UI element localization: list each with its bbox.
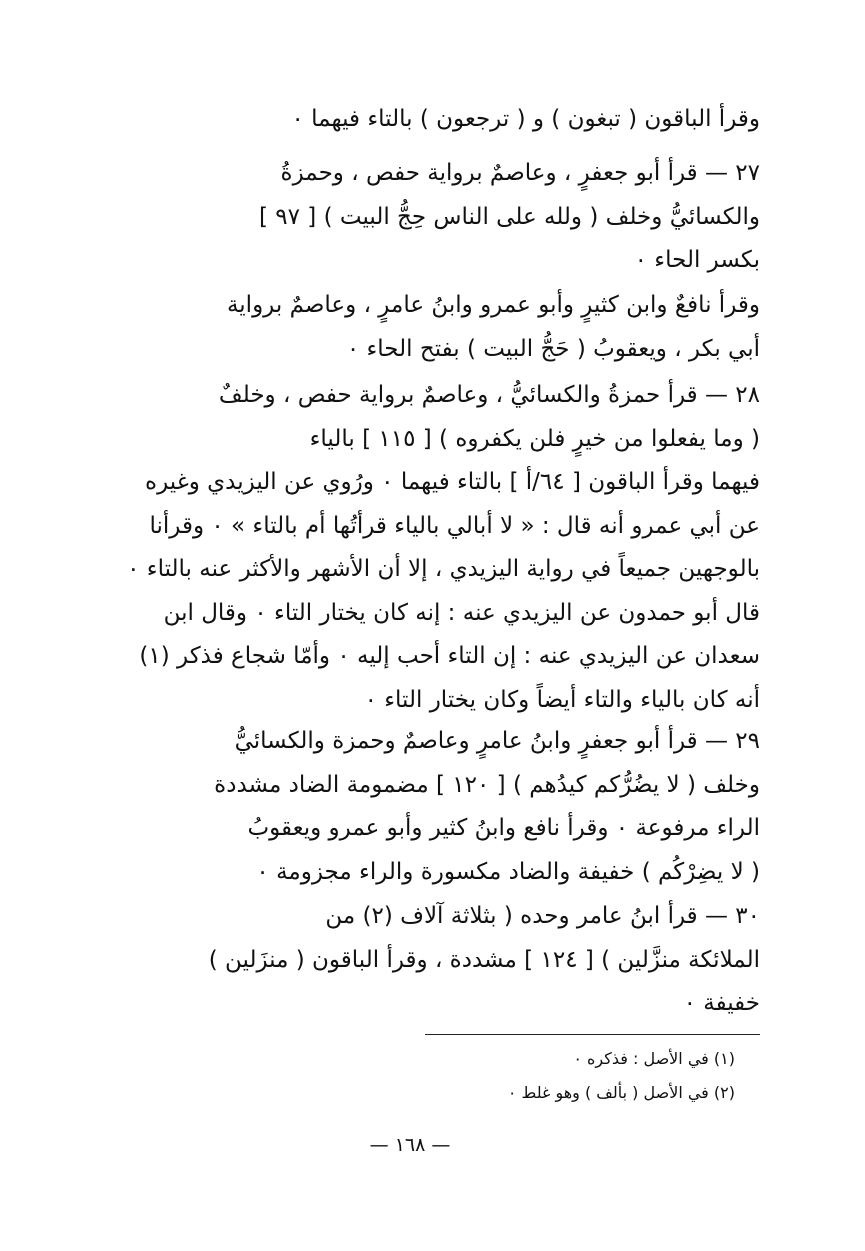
text-line: فيهما وقرأ الباقون [ ٦٤/أ ] بالتاء فيهما ٠ ورُوي عن اليزيدي وغيره [145,469,760,495]
paragraph-29 [100,720,760,894]
text-line: ( لا يضِرْكُم ) خفيفة والضاد مكسورة والراء مجزومة ٠ [256,858,760,885]
footnote-divider [425,1034,760,1035]
paragraph-30 [100,895,760,1026]
text-line: بكسر الحاء ٠ [634,247,760,273]
paragraph-28 [100,374,760,722]
text-line: بالوجهين جميعاً في رواية اليزيدي ، إلا أن الأشهر والأكثر عنه بالتاء ٠ [127,556,760,582]
text-line: والكسائيُّ وخلف ( ولله على الناس حِجُّ البيت ) [ ٩٧ ] [258,203,760,230]
text-line: ٢٨ — قرأ حمزةُ والكسائيُّ ، وعاصمٌ برواية حفص ، وخلفٌ [218,382,760,408]
text-line: عن أبي عمرو أنه قال : « لا أبالي بالياء قرأتُها أم بالتاء » ٠ وقرأنا [149,512,760,539]
footnote-1: (١) في الأصل : فذكره ٠ [573,1049,735,1068]
text-line: خفيفة ٠ [683,990,760,1016]
paragraph-intro [100,98,760,142]
text-line: وخلف ( لا يضُرُّكم كيدُهم ) [ ١٢٠ ] مضمومة الضاد مشددة [214,771,760,798]
text-line: ٣٠ — قرأ ابنُ عامر وحده ( بثلاثة آلاف (٢) من [325,903,760,929]
text-line: قال أبو حمدون عن اليزيدي عنه : إنه كان يختار التاء ٠ وقال ابن [163,599,760,626]
text-line: سعدان عن اليزيدي عنه : إن التاء أحب إليه ٠ وأمّا شجاع فذكر (١) [139,643,760,669]
text-line: أبي بكر ، ويعقوبُ ( حَجُّ البيت ) بفتح الحاء ٠ [346,335,760,362]
text-line: الملائكة منزَّلين ) [ ١٢٤ ] مشددة ، وقرأ الباقون ( منزَلين ) [208,946,760,973]
text-line: وقرأ نافعٌ وابن كثيرٍ وأبو عمرو وابنُ عامرٍ ، وعاصمٌ برواية [226,292,760,318]
text-line: وقرأ الباقون ( تبغون ) و ( ترجعون ) بالتاء فيهما ٠ [291,106,760,132]
paragraph-27b [100,284,760,371]
text-line: الراء مرفوعة ٠ وقرأ نافع وابنُ كثير وأبو عمرو ويعقوبُ [247,815,760,841]
text-line: ٢٩ — قرأ أبو جعفرٍ وابنُ عامرٍ وعاصمٌ وحمزة والكسائيُّ [234,728,760,754]
footnotes [235,1042,735,1110]
footnote-2: (٢) في الأصل ( بألف ) وهو غلط ٠ [507,1083,735,1102]
paragraph-27 [100,152,760,283]
text-line: أنه كان بالياء والتاء أيضاً وكان يختار التاء ٠ [364,686,760,713]
text-line: ٢٧ — قرأ أبو جعفرٍ ، وعاصمٌ برواية حفص ، وحمزةُ [280,160,760,186]
page-number: — ١٦٨ — [369,1134,451,1156]
text-line: ( وما يفعلوا من خيرٍ فلن يكفروه ) [ ١١٥ ] بالياء [309,425,760,452]
